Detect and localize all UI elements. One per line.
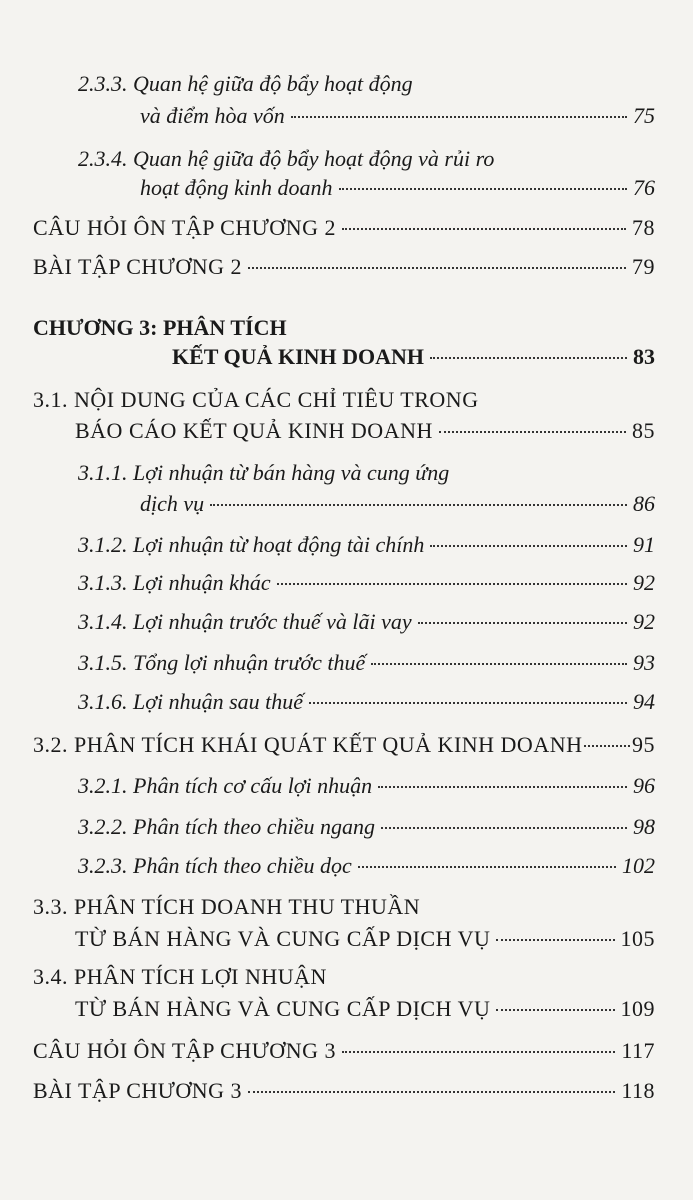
dot-leader [358,866,616,868]
toc-entry-title: 3.4. PHÂN TÍCH LỢI NHUẬN [33,964,327,989]
toc-entry-row [78,531,655,559]
toc-entry-row [33,1077,655,1105]
toc-entry-row [78,569,655,597]
dot-leader [430,545,627,547]
toc-page-number: 83 [633,344,655,369]
toc-entry-title: 2.3.4. Quan hệ giữa độ bẩy hoạt động và rủi ro [78,146,495,171]
toc-entry-title-cont: TỪ BÁN HÀNG VÀ CUNG CẤP DỊCH VỤ [75,926,491,951]
dot-leader [371,663,627,665]
dot-leader [342,228,626,230]
toc-entry-row [78,852,655,880]
toc-chapter-title: CHƯƠNG 3: PHÂN TÍCH [33,315,287,340]
toc-entry-row [75,995,655,1023]
toc-page-number: 92 [633,609,655,634]
toc-entry-title: 3.1.2. Lợi nhuận từ hoạt động tài chính [78,532,425,557]
toc-entry-row [140,490,655,518]
dot-leader [496,939,614,941]
toc-page-number: 109 [620,996,655,1021]
toc-entry-row [78,649,655,677]
toc-entry-title-cont: hoạt động kinh doanh [140,175,333,200]
toc-entry-row [78,688,655,716]
dot-leader [439,431,626,433]
toc-entry-row [78,608,655,636]
toc-page-number: 98 [633,814,655,839]
toc-entry-title: 3.3. PHÂN TÍCH DOANH THU THUẦN [33,894,421,919]
toc-entry-title: 3.1.4. Lợi nhuận trước thuế và lãi vay [78,609,412,634]
toc-entry-row [33,731,655,759]
toc-entry-title: 3.2.1. Phân tích cơ cấu lợi nhuận [78,773,373,798]
dot-leader [381,827,627,829]
dot-leader [378,786,627,788]
toc-entry-row [33,253,655,281]
dot-leader [277,583,627,585]
toc-page-number: 118 [621,1078,655,1103]
toc-page-number: 94 [633,689,655,714]
toc-chapter-title-cont: KẾT QUẢ KINH DOANH [172,344,425,369]
toc-page-number: 117 [621,1038,655,1063]
dot-leader [339,188,628,190]
toc-entry-title: 3.1.6. Lợi nhuận sau thuế [78,689,304,714]
dot-leader [430,357,627,359]
toc-page-number: 95 [632,732,655,757]
dot-leader [496,1009,614,1011]
toc-entry-row [75,925,655,953]
toc-entry-title: 3.1. NỘI DUNG CỦA CÁC CHỈ TIÊU TRONG [33,387,479,412]
toc-page-number: 91 [633,532,655,557]
toc-entry-row [140,174,655,202]
toc-page-number: 92 [633,570,655,595]
toc-entry-title: 2.3.3. Quan hệ giữa độ bẩy hoạt động [78,71,413,96]
toc-page-number: 85 [632,418,655,443]
dot-leader [342,1051,615,1053]
toc-entry-title: 3.1.5. Tổng lợi nhuận trước thuế [78,650,366,675]
dot-leader [248,1091,615,1093]
toc-page-number: 75 [633,103,655,128]
toc-page-number: 105 [620,926,655,951]
toc-entry-row [33,214,655,242]
toc-entry-row [78,772,655,800]
toc-entry-row [172,343,655,371]
toc-entry-title-cont: TỪ BÁN HÀNG VÀ CUNG CẤP DỊCH VỤ [75,996,491,1021]
toc-page-number: 102 [622,853,655,878]
toc-entry-row [75,417,655,445]
dot-leader [418,622,627,624]
toc-entry-row [78,813,655,841]
toc-entry-title: BÀI TẬP CHƯƠNG 2 [33,254,243,279]
toc-entry-row [33,1037,655,1065]
toc-page-number: 86 [633,491,655,516]
dot-leader [291,116,627,118]
toc-page-number: 79 [632,254,655,279]
toc-entry-title-cont: và điểm hòa vốn [140,103,285,128]
toc-entry-title: BÀI TẬP CHƯƠNG 3 [33,1078,243,1103]
toc-entry-title: CÂU HỎI ÔN TẬP CHƯƠNG 2 [33,215,336,240]
toc-entry-title-cont: dịch vụ [140,491,205,516]
toc-entry-title: 3.2. PHÂN TÍCH KHÁI QUÁT KẾT QUẢ KINH DOANH [33,732,583,757]
dot-leader [584,745,630,747]
toc-page-number: 78 [632,215,655,240]
toc-page-number: 93 [633,650,655,675]
toc-entry-title: CÂU HỎI ÔN TẬP CHƯƠNG 3 [33,1038,336,1063]
toc-entry-row [140,102,655,130]
dot-leader [309,702,627,704]
toc-page-number: 76 [633,175,655,200]
dot-leader [210,504,627,506]
toc-entry-title: 3.1.3. Lợi nhuận khác [78,570,271,595]
toc-entry-title-cont: BÁO CÁO KẾT QUẢ KINH DOANH [75,418,433,443]
toc-entry-title: 3.2.3. Phân tích theo chiều dọc [78,853,352,878]
toc-page-number: 96 [633,773,655,798]
toc-entry-title: 3.2.2. Phân tích theo chiều ngang [78,814,375,839]
dot-leader [248,267,626,269]
toc-entry-title: 3.1.1. Lợi nhuận từ bán hàng và cung ứng [78,460,450,485]
